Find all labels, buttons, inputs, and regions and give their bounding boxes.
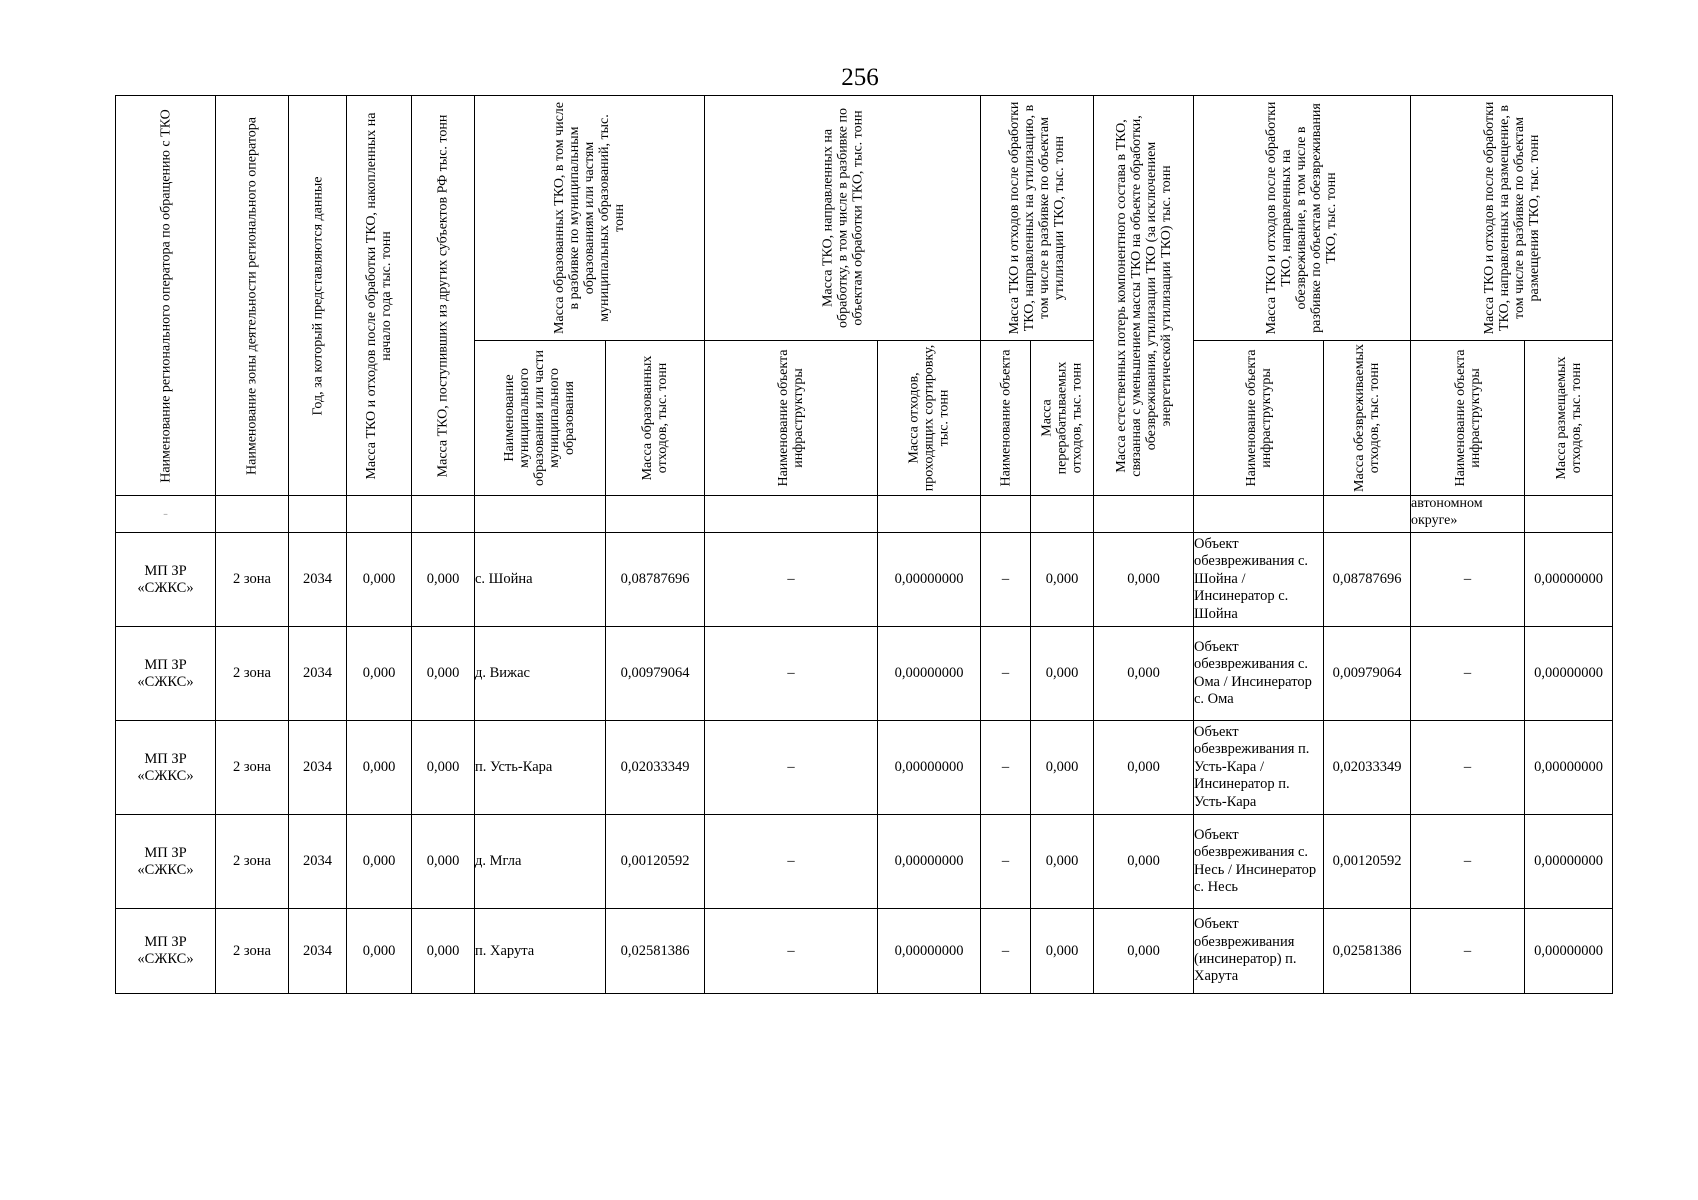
cell-utilization-mass: 0,000: [1031, 909, 1094, 994]
header-zone: Наименование зоны деятельности регионального оператора: [216, 96, 289, 496]
header-processing-mass: Масса отходов, проходящих сортировку, тыс. тонн: [878, 341, 981, 496]
page-number: 256: [841, 64, 879, 91]
cell-neutralization-name: Объект обезвреживания (инсинератор) п. Харута: [1194, 909, 1324, 994]
cell-utilization-mass: 0,000: [1031, 721, 1094, 815]
cell-zone: 2 зона: [216, 721, 289, 815]
header-neutralization-group: Масса ТКО и отходов после обработки ТКО, направленных на обезвреживание, в том числе в разбивке по объектам обезвреживания ТКО, тыс. тонн: [1194, 96, 1411, 341]
header-placement-group: Масса ТКО и отходов после обработки ТКО, направленных на размещение, в том числе в разбивке по объектам размещения ТКО, тыс. тонн: [1411, 96, 1613, 341]
header-processing-group: Масса ТКО, направленных на обработку, в том числе в разбивке по объектам обработки ТКО, тыс. тонн: [705, 96, 981, 341]
waste-data-table: [115, 95, 1613, 994]
table-row: [116, 815, 1613, 909]
cell-zone: 2 зона: [216, 627, 289, 721]
cell-processing-name: –: [705, 721, 878, 815]
cell-utilization-name: –: [981, 815, 1031, 909]
cell-natural-losses: 0,000: [1094, 533, 1194, 627]
cell-operator: МП ЗР «СЖКС»: [116, 533, 216, 627]
cell-from-other: 0,000: [412, 533, 475, 627]
cell-processing-mass: 0,00000000: [878, 909, 981, 994]
cell-from-other: 0,000: [412, 627, 475, 721]
header-placement-mass: Масса размещаемых отходов, тыс. тонн: [1525, 341, 1613, 496]
cell-natural-losses: 0,000: [1094, 909, 1194, 994]
cell-utilization-name: –: [981, 533, 1031, 627]
header-year: Год, за который представляются данные: [289, 96, 347, 496]
cell-year: 2034: [289, 815, 347, 909]
cell-municipality: д. Мгла: [475, 815, 606, 909]
header-utilization-group: Масса ТКО и отходов после обработки ТКО, направленных на утилизацию, в том числе в разбивке по объектам утилизации ТКО, тыс. тонн: [981, 96, 1094, 341]
cell-placement-name: –: [1411, 533, 1525, 627]
cell-processing-mass: 0,00000000: [878, 721, 981, 815]
cell-municipality: д. Вижас: [475, 627, 606, 721]
cell-from-other: 0,000: [412, 909, 475, 994]
header-placement-name: Наименование объекта инфраструктуры: [1411, 341, 1525, 496]
cell-accumulated: 0,000: [347, 721, 412, 815]
cell-utilization-mass: 0,000: [1031, 815, 1094, 909]
cell-placement-name: –: [1411, 627, 1525, 721]
cell-neutralization-mass: 0,02581386: [1324, 909, 1411, 994]
cell-placement-name: –: [1411, 815, 1525, 909]
cell-formed-mass: 0,02033349: [606, 721, 705, 815]
cell-utilization-mass: 0,000: [1031, 627, 1094, 721]
cell-municipality: с. Шойна: [475, 533, 606, 627]
cell-accumulated: 0,000: [347, 909, 412, 994]
cell-utilization-name: –: [981, 721, 1031, 815]
cell-formed-mass: 0,02581386: [606, 909, 705, 994]
cell-accumulated: 0,000: [347, 627, 412, 721]
cell-neutralization-name: Объект обезвреживания с. Шойна / Инсинератор с. Шойна: [1194, 533, 1324, 627]
cell-natural-losses: 0,000: [1094, 815, 1194, 909]
cell-placement-mass: 0,00000000: [1525, 533, 1613, 627]
cell-year: 2034: [289, 627, 347, 721]
cell-year: 2034: [289, 533, 347, 627]
cell-processing-mass: 0,00000000: [878, 815, 981, 909]
carryover-row: [116, 496, 1613, 533]
cell-placement-mass: 0,00000000: [1525, 815, 1613, 909]
table-row: [116, 533, 1613, 627]
carryover-mark: -: [116, 496, 216, 533]
cell-municipality: п. Усть-Кара: [475, 721, 606, 815]
cell-accumulated: 0,000: [347, 815, 412, 909]
cell-neutralization-name: Объект обезвреживания с. Ома / Инсинератор с. Ома: [1194, 627, 1324, 721]
header-utilization-mass: Масса перерабатываемых отходов, тыс. тонн: [1031, 341, 1094, 496]
cell-operator: МП ЗР «СЖКС»: [116, 815, 216, 909]
header-formed-group: Масса образованных ТКО, в том числе в разбивке по муниципальным образованиям или частям муниципальных образований, тыс. тонн: [475, 96, 705, 341]
cell-processing-name: –: [705, 815, 878, 909]
header-from-other-regions: Масса ТКО, поступивших из других субъектов РФ тыс. тонн: [412, 96, 475, 496]
cell-processing-mass: 0,00000000: [878, 627, 981, 721]
cell-neutralization-mass: 0,02033349: [1324, 721, 1411, 815]
table-row: [116, 909, 1613, 994]
cell-processing-mass: 0,00000000: [878, 533, 981, 627]
cell-zone: 2 зона: [216, 909, 289, 994]
cell-utilization-mass: 0,000: [1031, 533, 1094, 627]
cell-neutralization-name: Объект обезвреживания с. Несь / Инсинератор с. Несь: [1194, 815, 1324, 909]
header-neutralization-mass: Масса обезвреживаемых отходов, тыс. тонн: [1324, 341, 1411, 496]
cell-operator: МП ЗР «СЖКС»: [116, 909, 216, 994]
cell-formed-mass: 0,00979064: [606, 627, 705, 721]
cell-utilization-name: –: [981, 627, 1031, 721]
table-row: [116, 627, 1613, 721]
cell-placement-mass: 0,00000000: [1525, 627, 1613, 721]
header-utilization-name: Наименование объекта: [981, 341, 1031, 496]
cell-accumulated: 0,000: [347, 533, 412, 627]
cell-from-other: 0,000: [412, 721, 475, 815]
cell-year: 2034: [289, 721, 347, 815]
header-municipality-name: Наименование муниципального образования или части муниципального образования: [475, 341, 606, 496]
cell-processing-name: –: [705, 909, 878, 994]
header-accumulated: Масса ТКО и отходов после обработки ТКО, накопленных на начало года тыс. тонн: [347, 96, 412, 496]
header-formed-mass: Масса образованных отходов, тыс. тонн: [606, 341, 705, 496]
cell-processing-name: –: [705, 533, 878, 627]
cell-neutralization-mass: 0,00979064: [1324, 627, 1411, 721]
header-processing-name: Наименование объекта инфраструктуры: [705, 341, 878, 496]
cell-operator: МП ЗР «СЖКС»: [116, 627, 216, 721]
cell-placement-mass: 0,00000000: [1525, 721, 1613, 815]
cell-natural-losses: 0,000: [1094, 721, 1194, 815]
carryover-placement-text: автономном округе»: [1411, 496, 1525, 533]
header-operator: Наименование регионального оператора по обращению с ТКО: [116, 96, 216, 496]
cell-zone: 2 зона: [216, 815, 289, 909]
cell-formed-mass: 0,00120592: [606, 815, 705, 909]
cell-utilization-name: –: [981, 909, 1031, 994]
cell-municipality: п. Харута: [475, 909, 606, 994]
cell-formed-mass: 0,08787696: [606, 533, 705, 627]
cell-placement-mass: 0,00000000: [1525, 909, 1613, 994]
cell-neutralization-mass: 0,08787696: [1324, 533, 1411, 627]
cell-neutralization-mass: 0,00120592: [1324, 815, 1411, 909]
cell-from-other: 0,000: [412, 815, 475, 909]
cell-year: 2034: [289, 909, 347, 994]
cell-placement-name: –: [1411, 721, 1525, 815]
header-neutralization-name: Наименование объекта инфраструктуры: [1194, 341, 1324, 496]
header-natural-losses: Масса естественных потерь компонентного состава в ТКО, связанная с уменьшением массы ТКО на объекте обработки, обезвреживания, утилизации ТКО (за исключением энергетической утилизации ТКО) тыс. тонн: [1094, 96, 1194, 496]
cell-operator: МП ЗР «СЖКС»: [116, 721, 216, 815]
cell-natural-losses: 0,000: [1094, 627, 1194, 721]
cell-zone: 2 зона: [216, 533, 289, 627]
table-row: [116, 721, 1613, 815]
cell-processing-name: –: [705, 627, 878, 721]
cell-neutralization-name: Объект обезвреживания п. Усть-Кара / Инсинератор п. Усть-Кара: [1194, 721, 1324, 815]
cell-placement-name: –: [1411, 909, 1525, 994]
